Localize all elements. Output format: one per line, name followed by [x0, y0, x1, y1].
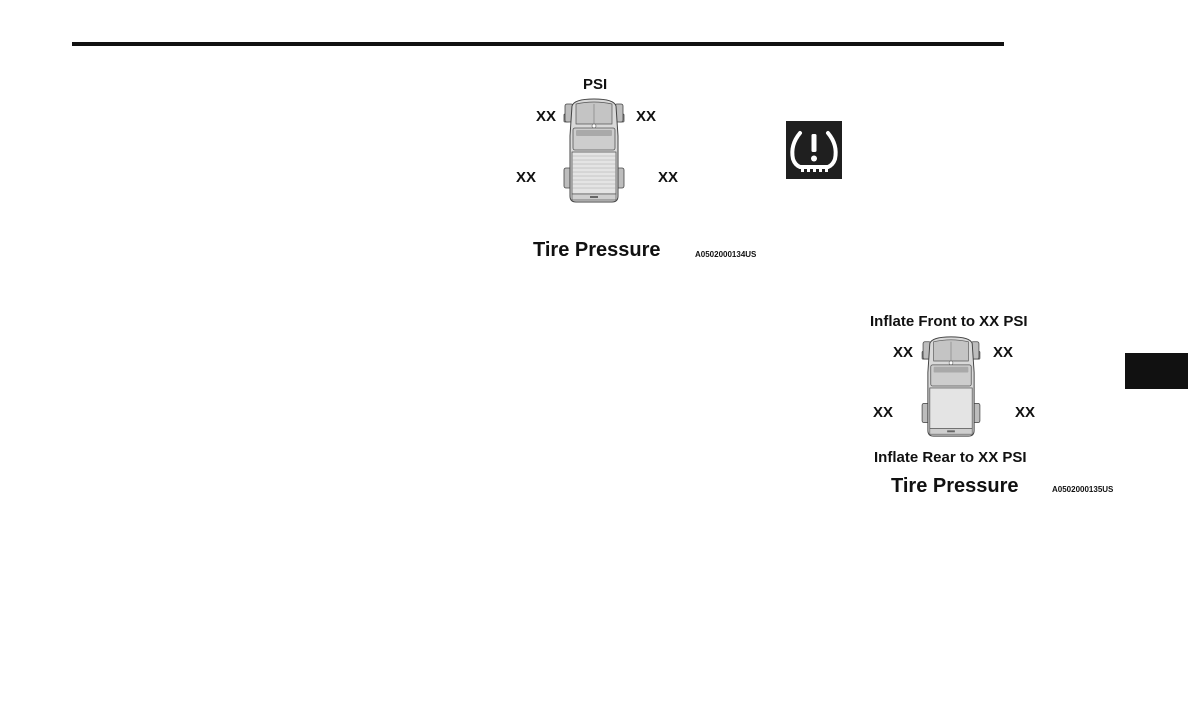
figure1-caption: Tire Pressure	[533, 239, 661, 261]
chapter-tab	[1125, 353, 1188, 389]
figure1-code: A0502000134US	[695, 250, 757, 259]
inflate-rear-message: Inflate Rear to XX PSI	[874, 449, 1027, 466]
pickup-truck-top-view-icon	[562, 96, 626, 206]
tire-pressure-warning-icon	[786, 121, 842, 179]
rear-right-pressure: XX	[1015, 404, 1036, 421]
rear-right-pressure: XX	[658, 169, 679, 186]
front-right-pressure: XX	[636, 108, 657, 125]
header-rule	[72, 42, 1004, 46]
figure2-caption: Tire Pressure	[891, 475, 1019, 497]
rear-left-pressure: XX	[516, 169, 537, 186]
rear-left-pressure: XX	[873, 404, 894, 421]
figure2-code: A0502000135US	[1052, 485, 1114, 494]
psi-unit-label: PSI	[583, 76, 608, 93]
front-left-pressure: XX	[893, 344, 914, 361]
front-right-pressure: XX	[993, 344, 1014, 361]
front-left-pressure: XX	[536, 108, 557, 125]
inflate-front-message: Inflate Front to XX PSI	[870, 313, 1028, 330]
pickup-truck-top-view-icon	[919, 334, 983, 440]
